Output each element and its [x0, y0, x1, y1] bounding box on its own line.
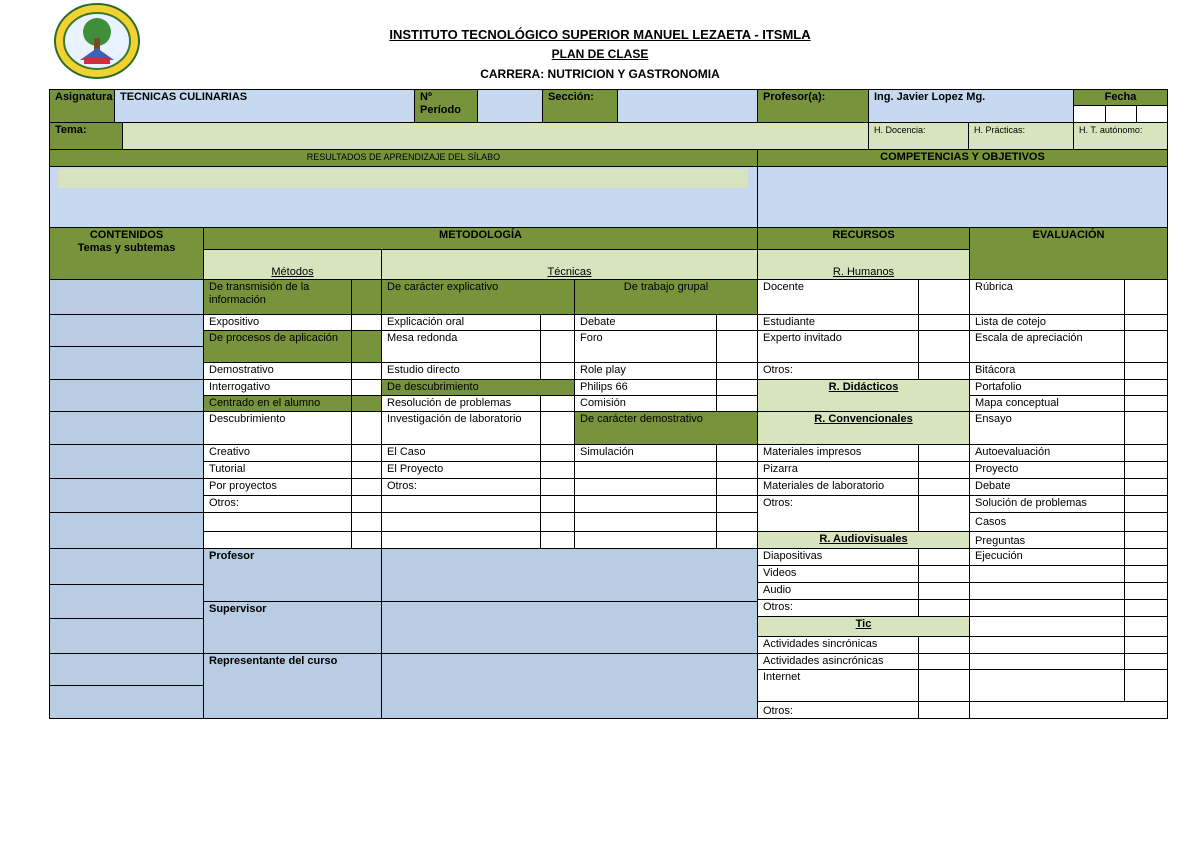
eval-blank[interactable] [969, 636, 1125, 654]
tecnica-mesa: Mesa redonda [381, 330, 541, 363]
asignatura-label: Asignatura [49, 89, 115, 123]
recurso-check[interactable] [918, 279, 970, 315]
eval-ejecucion: Ejecución [969, 548, 1125, 566]
tecnica-check[interactable] [540, 362, 575, 380]
tecnica-demostrativo: De carácter demostrativo [574, 411, 758, 445]
eval-check[interactable] [1124, 653, 1168, 670]
contenidos-header [49, 227, 204, 285]
plan-title: PLAN DE CLASE [551, 47, 649, 61]
eval-check[interactable] [1124, 599, 1168, 617]
tecnica-otros: Otros: [381, 478, 541, 496]
contenido-cell[interactable] [49, 279, 204, 315]
recurso-otros: Otros: [757, 599, 919, 617]
tecnica-caso: El Caso [381, 444, 541, 462]
r-humanos-header: R. Humanos [757, 249, 970, 280]
metodo-proyectos: Por proyectos [203, 478, 352, 496]
tema-value[interactable] [122, 122, 869, 150]
evaluacion-header: EVALUACIÓN [969, 227, 1168, 280]
recurso-otros: Otros: [757, 495, 919, 532]
tema-label: Tema: [49, 122, 123, 150]
eval-preguntas: Preguntas [969, 531, 1125, 549]
eval-blank[interactable] [969, 599, 1125, 617]
firma-profesor-field[interactable] [381, 548, 758, 602]
tecnica-blank[interactable] [574, 495, 717, 513]
recurso-laboratorio: Materiales de laboratorio [757, 478, 919, 496]
eval-check[interactable] [1124, 314, 1168, 331]
resultados-highlight [58, 169, 748, 188]
metodo-check[interactable] [351, 531, 382, 549]
tecnica-oral: Explicación oral [381, 314, 541, 331]
eval-check[interactable] [1124, 411, 1168, 445]
tecnica-check[interactable] [716, 444, 758, 462]
recurso-check[interactable] [918, 548, 970, 566]
tecnica-simulacion: Simulación [574, 444, 717, 462]
fecha-year[interactable] [1136, 105, 1168, 123]
periodo-value[interactable] [477, 89, 543, 123]
tecnica-check[interactable] [540, 478, 575, 496]
metodo-tutorial: Tutorial [203, 461, 352, 479]
recurso-check[interactable] [918, 565, 970, 583]
tecnica-blank[interactable] [574, 461, 717, 479]
eval-check[interactable] [1124, 582, 1168, 600]
metodo-check[interactable] [351, 314, 382, 331]
profesor-value[interactable]: Ing. Javier Lopez Mg. [868, 89, 1074, 123]
recurso-diapositivas: Diapositivas [757, 548, 919, 566]
competencias-body[interactable] [757, 166, 1168, 228]
recurso-check[interactable] [918, 478, 970, 496]
tecnica-blank[interactable] [381, 512, 541, 532]
contenido-cell[interactable] [49, 653, 204, 686]
metodo-check[interactable] [351, 362, 382, 380]
tecnica-check[interactable] [540, 444, 575, 462]
contenido-cell[interactable] [49, 314, 204, 347]
recurso-pizarra: Pizarra [757, 461, 919, 479]
eval-bitacora: Bitácora [969, 362, 1125, 380]
tecnica-check[interactable] [716, 330, 758, 363]
eval-check[interactable] [1124, 616, 1168, 637]
tecnica-blank[interactable] [574, 478, 717, 496]
metodo-check[interactable] [351, 512, 382, 532]
firma-supervisor-field[interactable] [381, 601, 758, 654]
recurso-check[interactable] [918, 444, 970, 462]
metodo-demostrativo: Demostrativo [203, 362, 352, 380]
tecnica-proyecto: El Proyecto [381, 461, 541, 479]
tecnica-check[interactable] [716, 395, 758, 412]
eval-rubrica: Rúbrica [969, 279, 1125, 315]
eval-proyecto: Proyecto [969, 461, 1125, 479]
recurso-experto: Experto invitado [757, 330, 919, 363]
eval-blank[interactable] [969, 582, 1125, 600]
recurso-check[interactable] [918, 669, 970, 702]
recurso-otros: Otros: [757, 362, 919, 380]
tecnica-foro: Foro [574, 330, 717, 363]
fecha-day[interactable] [1073, 105, 1106, 123]
eval-autoevaluacion: Autoevaluación [969, 444, 1125, 462]
tecnica-estudio: Estudio directo [381, 362, 541, 380]
metodo-otros: Otros: [203, 495, 352, 513]
contenido-cell[interactable] [49, 685, 204, 719]
recurso-internet: Internet [757, 669, 919, 702]
h-docencia[interactable]: H. Docencia: [868, 122, 969, 150]
contenido-cell[interactable] [49, 346, 204, 380]
metodo-blank[interactable] [203, 531, 352, 549]
recurso-docente: Docente [757, 279, 919, 315]
metodo-check[interactable] [351, 411, 382, 445]
contenido-cell[interactable] [49, 411, 204, 445]
tecnica-check[interactable] [716, 531, 758, 549]
tecnica-check[interactable] [540, 495, 575, 513]
recurso-impresos: Materiales impresos [757, 444, 919, 462]
tecnica-grupal: De trabajo grupal [574, 279, 758, 315]
fecha-label: Fecha [1073, 89, 1168, 106]
contenido-cell[interactable] [49, 584, 204, 619]
tecnica-blank[interactable] [574, 531, 717, 549]
eval-portafolio: Portafolio [969, 379, 1125, 396]
eval-check[interactable] [1124, 636, 1168, 654]
tecnica-check[interactable] [716, 314, 758, 331]
contenido-cell[interactable] [49, 444, 204, 479]
tecnica-philips: Philips 66 [574, 379, 717, 396]
tecnica-check[interactable] [716, 362, 758, 380]
eval-check[interactable] [1124, 512, 1168, 532]
r-didacticos-header: R. Didácticos [757, 379, 970, 412]
metodo-blank[interactable] [203, 512, 352, 532]
tecnica-blank[interactable] [381, 495, 541, 513]
tecnica-blank[interactable] [381, 531, 541, 549]
eval-check[interactable] [1124, 461, 1168, 479]
tecnica-role: Role play [574, 362, 717, 380]
firma-representante-field[interactable] [381, 653, 758, 719]
eval-check[interactable] [1124, 669, 1168, 702]
tecnica-debate: Debate [574, 314, 717, 331]
eval-ensayo: Ensayo [969, 411, 1125, 445]
eval-check[interactable] [1124, 548, 1168, 566]
tecnica-blank[interactable] [574, 512, 717, 532]
tic-header: Tic [757, 616, 970, 637]
tecnica-investigacion: Investigación de laboratorio [381, 411, 541, 445]
eval-check[interactable] [1124, 395, 1168, 412]
eval-debate: Debate [969, 478, 1125, 496]
tecnica-check[interactable] [716, 478, 758, 496]
eval-casos: Casos [969, 512, 1125, 532]
metodo-check[interactable] [351, 330, 382, 363]
eval-check[interactable] [1124, 478, 1168, 496]
recurso-check[interactable] [918, 461, 970, 479]
recurso-check[interactable] [918, 495, 970, 532]
firma-profesor: Profesor [203, 548, 382, 602]
eval-check[interactable] [1124, 379, 1168, 396]
metodologia-header: METODOLOGÍA [203, 227, 758, 250]
metodo-check[interactable] [351, 495, 382, 513]
eval-solucion: Solución de problemas [969, 495, 1125, 513]
tecnica-check[interactable] [716, 461, 758, 479]
tecnica-check[interactable] [716, 512, 758, 532]
metodos-header: Métodos [203, 249, 382, 280]
tecnica-descubrimiento: De descubrimiento [381, 379, 575, 396]
tecnicas-header: Técnicas [381, 249, 758, 280]
tecnica-check[interactable] [540, 461, 575, 479]
recurso-check[interactable] [918, 636, 970, 654]
tecnica-check[interactable] [540, 512, 575, 532]
eval-check[interactable] [1124, 495, 1168, 513]
recurso-otros: Otros: [757, 701, 919, 719]
periodo-label: Nº Período [414, 89, 478, 123]
eval-blank[interactable] [969, 669, 1125, 702]
metodo-check[interactable] [351, 461, 382, 479]
eval-blank[interactable] [969, 616, 1125, 637]
tecnica-explicativo: De carácter explicativo [381, 279, 575, 315]
tecnica-check[interactable] [540, 330, 575, 363]
carrera-title: CARRERA: NUTRICION Y GASTRONOMIA [480, 67, 720, 81]
metodo-check[interactable] [351, 379, 382, 396]
tecnica-check[interactable] [540, 314, 575, 331]
recurso-check[interactable] [918, 701, 970, 719]
recurso-audio: Audio [757, 582, 919, 600]
eval-check[interactable] [1124, 565, 1168, 583]
h-practicas[interactable]: H. Prácticas: [968, 122, 1074, 150]
eval-cotejo: Lista de cotejo [969, 314, 1125, 331]
metodo-procesos: De procesos de aplicación [203, 330, 352, 363]
metodo-creativo: Creativo [203, 444, 352, 462]
tecnica-check[interactable] [540, 411, 575, 445]
competencias-header: COMPETENCIAS Y OBJETIVOS [757, 149, 1168, 167]
tecnica-check[interactable] [716, 495, 758, 513]
eval-check[interactable] [1124, 330, 1168, 363]
institute-title: INSTITUTO TECNOLÓGICO SUPERIOR MANUEL LEZAETA - ITSMLA [389, 27, 811, 42]
metodo-descubrimiento: Descubrimiento [203, 411, 352, 445]
eval-mapa: Mapa conceptual [969, 395, 1125, 412]
tecnica-resolucion: Resolución de problemas [381, 395, 541, 412]
contenido-cell[interactable] [49, 512, 204, 549]
metodo-check[interactable] [351, 395, 382, 412]
tecnica-comision: Comisión [574, 395, 717, 412]
recurso-check[interactable] [918, 362, 970, 380]
recurso-asincronicas: Actividades asincrónicas [757, 653, 919, 670]
resultados-header: RESULTADOS DE APRENDIZAJE DEL SÍLABO [49, 149, 758, 167]
eval-check[interactable] [1124, 444, 1168, 462]
metodo-centrado: Centrado en el alumno [203, 395, 352, 412]
tecnica-check[interactable] [540, 395, 575, 412]
tecnica-check[interactable] [716, 379, 758, 396]
recurso-videos: Videos [757, 565, 919, 583]
eval-escala: Escala de apreciación [969, 330, 1125, 363]
metodo-expositivo: Expositivo [203, 314, 352, 331]
recurso-estudiante: Estudiante [757, 314, 919, 331]
recurso-check[interactable] [918, 314, 970, 331]
contenido-cell[interactable] [49, 379, 204, 412]
fecha-month[interactable] [1105, 105, 1137, 123]
firma-supervisor: Supervisor [203, 601, 382, 654]
eval-check[interactable] [1124, 362, 1168, 380]
seccion-label: Sección: [542, 89, 618, 123]
contenido-cell[interactable] [49, 548, 204, 585]
recurso-check[interactable] [918, 599, 970, 617]
profesor-label: Profesor(a): [757, 89, 869, 123]
eval-blank[interactable] [969, 565, 1125, 583]
temas-subtitle: Temas y subtemas [77, 242, 176, 254]
asignatura-value[interactable]: TECNICAS CULINARIAS [114, 89, 415, 123]
seccion-value[interactable] [617, 89, 758, 123]
recurso-sincronicas: Actividades sincrónicas [757, 636, 919, 654]
contenido-cell[interactable] [49, 478, 204, 513]
recurso-check[interactable] [918, 330, 970, 363]
eval-blank[interactable] [969, 653, 1125, 670]
r-audiovisuales-header: R. Audiovisuales [757, 531, 970, 549]
metodo-check[interactable] [351, 444, 382, 462]
metodo-transmision: De transmisión de la información [203, 279, 352, 315]
recursos-header: RECURSOS [757, 227, 970, 250]
r-convencionales-header: R. Convencionales [757, 411, 970, 445]
eval-blank[interactable] [969, 701, 1168, 719]
h-autonomo[interactable]: H. T. autónomo: [1073, 122, 1168, 150]
tecnica-check[interactable] [540, 531, 575, 549]
metodo-check[interactable] [351, 478, 382, 496]
contenido-cell[interactable] [49, 618, 204, 654]
firma-representante: Representante del curso [203, 653, 382, 719]
eval-check[interactable] [1124, 531, 1168, 549]
metodo-interrogativo: Interrogativo [203, 379, 352, 396]
contenidos-title: CONTENIDOS [89, 229, 164, 241]
recurso-check[interactable] [918, 582, 970, 600]
recurso-check[interactable] [918, 653, 970, 670]
eval-check[interactable] [1124, 279, 1168, 315]
metodo-check[interactable] [351, 279, 382, 315]
